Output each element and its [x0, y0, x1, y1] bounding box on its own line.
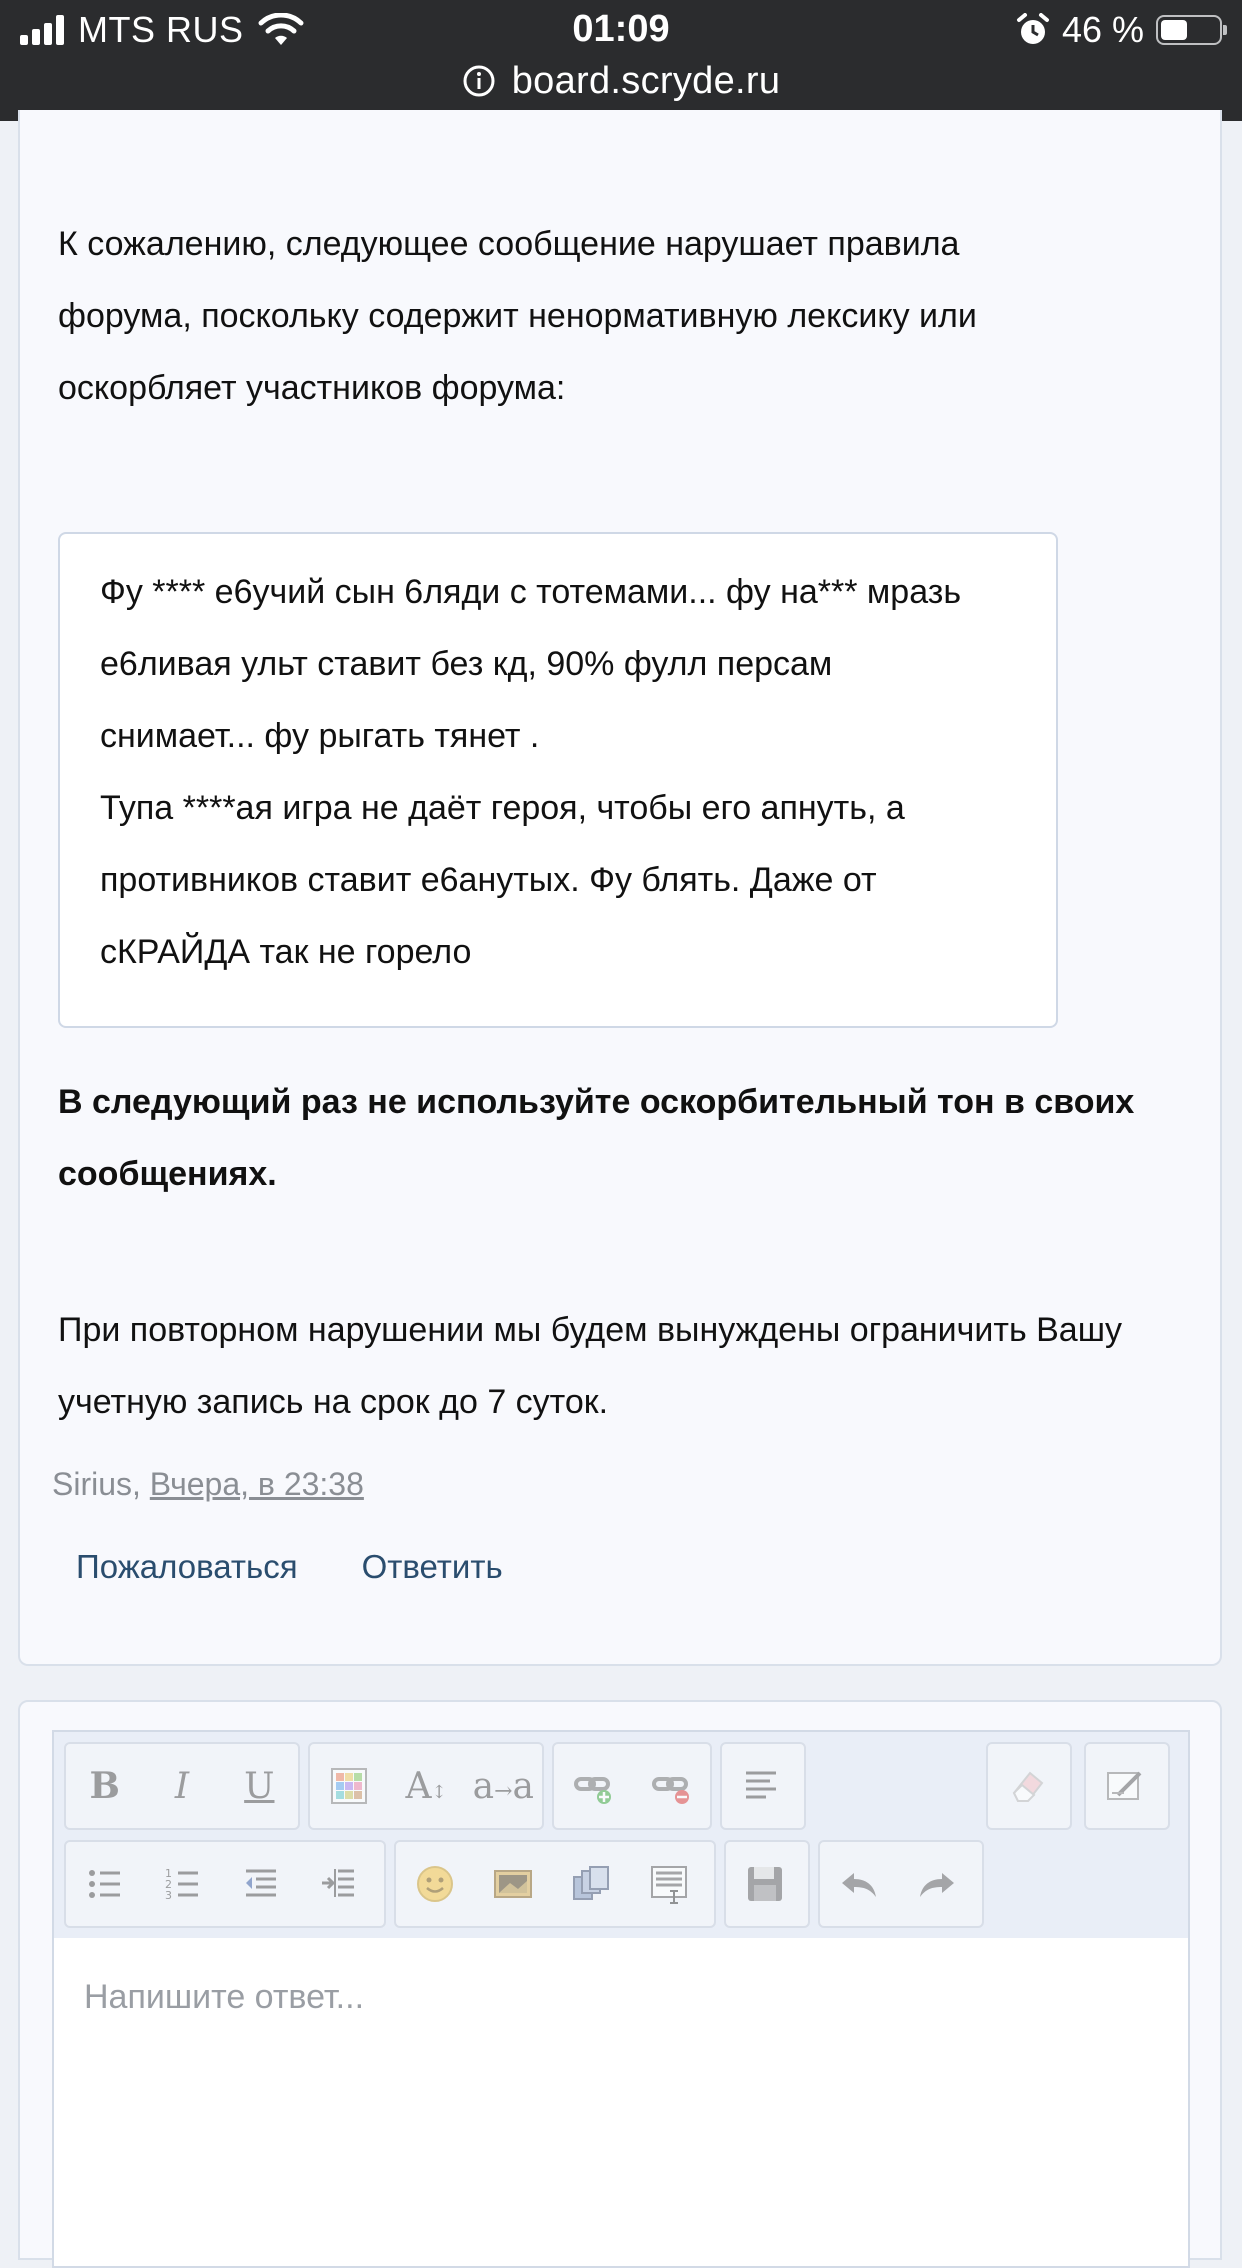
align-group: [720, 1742, 806, 1830]
svg-text:3: 3: [165, 1889, 172, 1902]
svg-text:2: 2: [165, 1878, 172, 1891]
style-group: [308, 1742, 544, 1830]
outdent-icon[interactable]: [222, 1842, 300, 1926]
format-group: [64, 1742, 300, 1830]
font-style-icon[interactable]: a→a: [472, 1765, 534, 1807]
underline-icon[interactable]: U: [244, 1765, 275, 1807]
reply-editor: [18, 1700, 1222, 2260]
quote-line: снимает... фу рыгать тянет .: [100, 717, 540, 755]
info-icon[interactable]: [462, 64, 496, 98]
status-bar: [0, 0, 1242, 121]
editor-toolbar: [52, 1730, 1190, 1940]
battery-fill: [1161, 20, 1187, 40]
bold-icon[interactable]: B: [89, 1765, 120, 1807]
message-actions: [76, 1548, 503, 1586]
list-group: [64, 1840, 386, 1928]
image-icon[interactable]: [474, 1842, 552, 1926]
media-icon[interactable]: [552, 1842, 630, 1926]
unlink-icon[interactable]: [632, 1744, 710, 1828]
template-icon[interactable]: [630, 1842, 708, 1926]
history-group: [818, 1840, 984, 1928]
insert-group: [394, 1840, 716, 1928]
message-intro: К сожалению, следующее сообщение нарушает правила форума, поскольку содержит ненормативную лексику или оскорбляет участников форума:: [58, 225, 977, 407]
indent-icon[interactable]: [300, 1842, 378, 1926]
bullet-list-icon[interactable]: [66, 1842, 144, 1926]
warning-text: В следующий раз не используйте оскорбительный тон в своих сообщениях.: [58, 1083, 1135, 1193]
link-group: [552, 1742, 712, 1830]
align-icon[interactable]: [722, 1744, 800, 1828]
quote-line: Фу **** е6учий сын 6ляди с тотемами... фу на*** мразь: [100, 573, 962, 611]
source-group: [1084, 1742, 1170, 1830]
quote-line: противников ставит е6анутых. Фу блять. Даже от: [100, 861, 877, 899]
alarm-icon: [1016, 13, 1050, 47]
redo-icon[interactable]: [898, 1842, 976, 1926]
font-size-icon[interactable]: A↕: [405, 1765, 447, 1807]
carrier-name: MTS RUS: [78, 9, 244, 50]
report-button[interactable]: Пожаловаться: [76, 1548, 298, 1585]
message-date-link[interactable]: Вчера, в 23:38: [149, 1466, 364, 1502]
url-text[interactable]: board.scryde.ru: [511, 59, 781, 102]
clock: 01:09: [572, 8, 670, 50]
quoted-post: [58, 532, 1058, 1028]
reply-textarea[interactable]: Напишите ответ...: [52, 1938, 1190, 2268]
color-icon[interactable]: [310, 1744, 387, 1828]
quote-line: сКРАЙДА так не горело: [100, 933, 472, 971]
save-group: [724, 1840, 810, 1928]
save-draft-icon[interactable]: [726, 1842, 804, 1926]
status-right: [1016, 10, 1222, 50]
notice-text: При повторном нарушении мы будем вынуждены ограничить Вашу учетную запись на срок до 7 суток.: [58, 1311, 1122, 1421]
svg-text:1: 1: [165, 1867, 172, 1880]
smiley-icon[interactable]: [396, 1842, 474, 1926]
source-icon[interactable]: [1086, 1744, 1164, 1828]
battery-icon: [1156, 15, 1222, 45]
message-meta: [52, 1466, 364, 1503]
undo-icon[interactable]: [820, 1842, 898, 1926]
quote-line: е6ливая ульт ставит без кд, 90% фулл персам: [100, 645, 833, 683]
quote-line: Тупа ****ая игра не даёт героя, чтобы его апнуть, а: [100, 789, 905, 827]
author-name: Sirius,: [52, 1466, 141, 1502]
address-bar[interactable]: [0, 56, 1242, 106]
eraser-group: [986, 1742, 1072, 1830]
battery-percent: 46 %: [1061, 9, 1144, 50]
reply-button[interactable]: Ответить: [361, 1548, 503, 1585]
link-icon[interactable]: [554, 1744, 632, 1828]
numbered-list-icon[interactable]: [144, 1842, 222, 1926]
eraser-icon[interactable]: [988, 1744, 1066, 1828]
moderation-message: [18, 110, 1222, 1666]
italic-icon[interactable]: I: [174, 1765, 190, 1807]
